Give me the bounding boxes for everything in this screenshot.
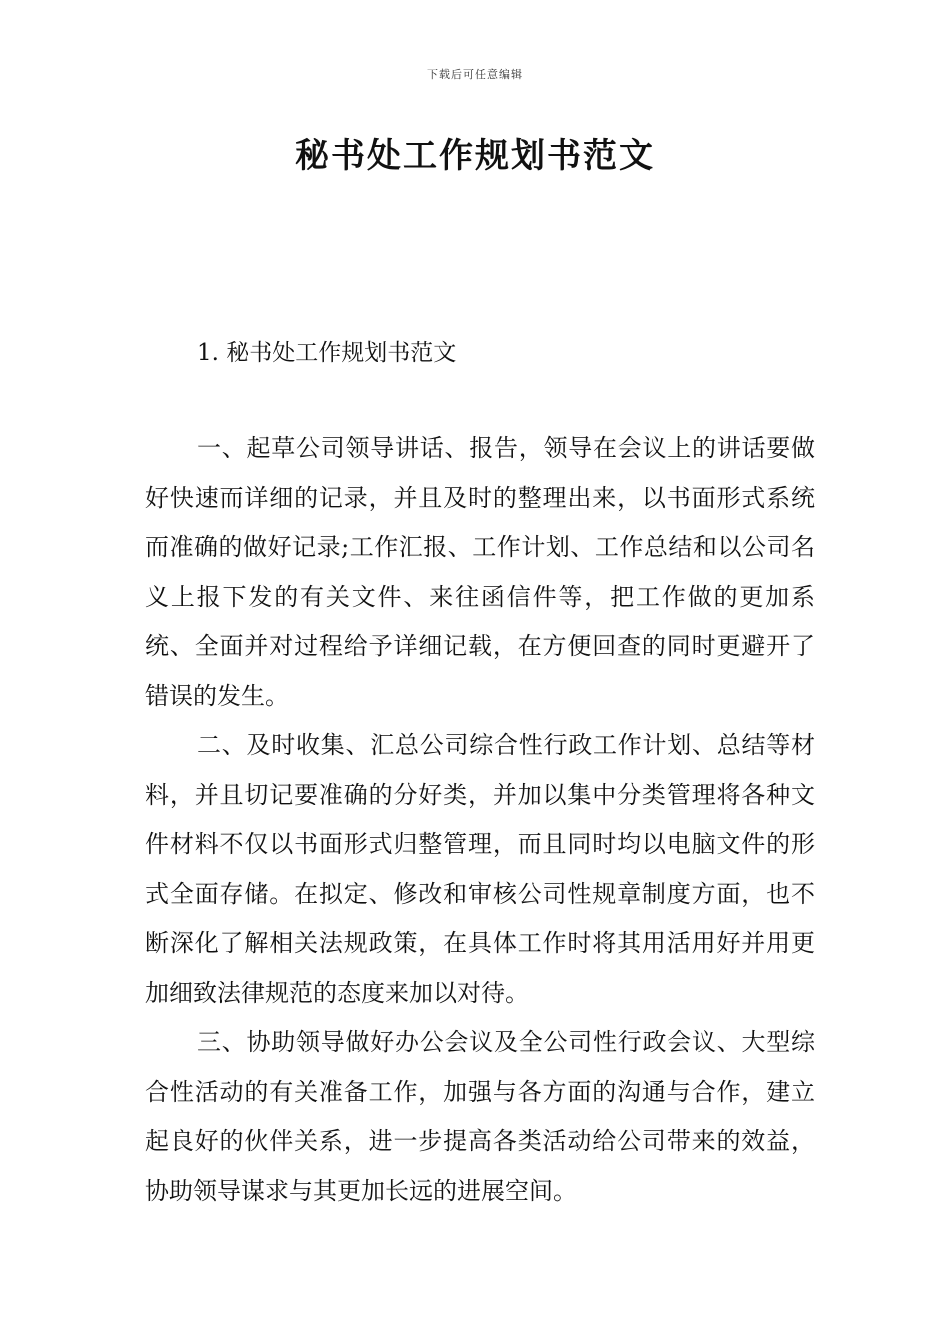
paragraph-2: 二、及时收集、汇总公司综合性行政工作计划、总结等材料，并且切记要准确的分好类，并加以集中分类管理将各种文件材料不仅以书面形式归整管理，而且同时均以电脑文件的形式全面存储。在拟定、修改和审核公司性规章制度方面，也不断深化了解相关法规政策，在具体工作时将其用活用好并用更加细致法律规范的态度来加以对待。 [145,731,815,1007]
document-title: 秘书处工作规划书范文 [295,136,655,176]
header-note: 下载后可任意编辑 [427,68,523,81]
section-heading: 1. 秘书处工作规划书范文 [197,340,457,366]
document-body [145,424,815,1216]
paragraph-1: 一、起草公司领导讲话、报告，领导在会议上的讲话要做好快速而详细的记录，并且及时的整理出来，以书面形式系统而准确的做好记录;工作汇报、工作计划、工作总结和以公司名义上报下发的有关文件、来往函信件等，把工作做的更加系统、全面并对过程给予详细记载，在方便回查的同时更避开了错误的发生。 [145,434,815,710]
paragraph-3: 三、协助领导做好办公会议及全公司性行政会议、大型综合性活动的有关准备工作，加强与各方面的沟通与合作，建立起良好的伙伴关系，进一步提高各类活动给公司带来的效益，协助领导谋求与其更加长远的进展空间。 [145,1028,815,1205]
